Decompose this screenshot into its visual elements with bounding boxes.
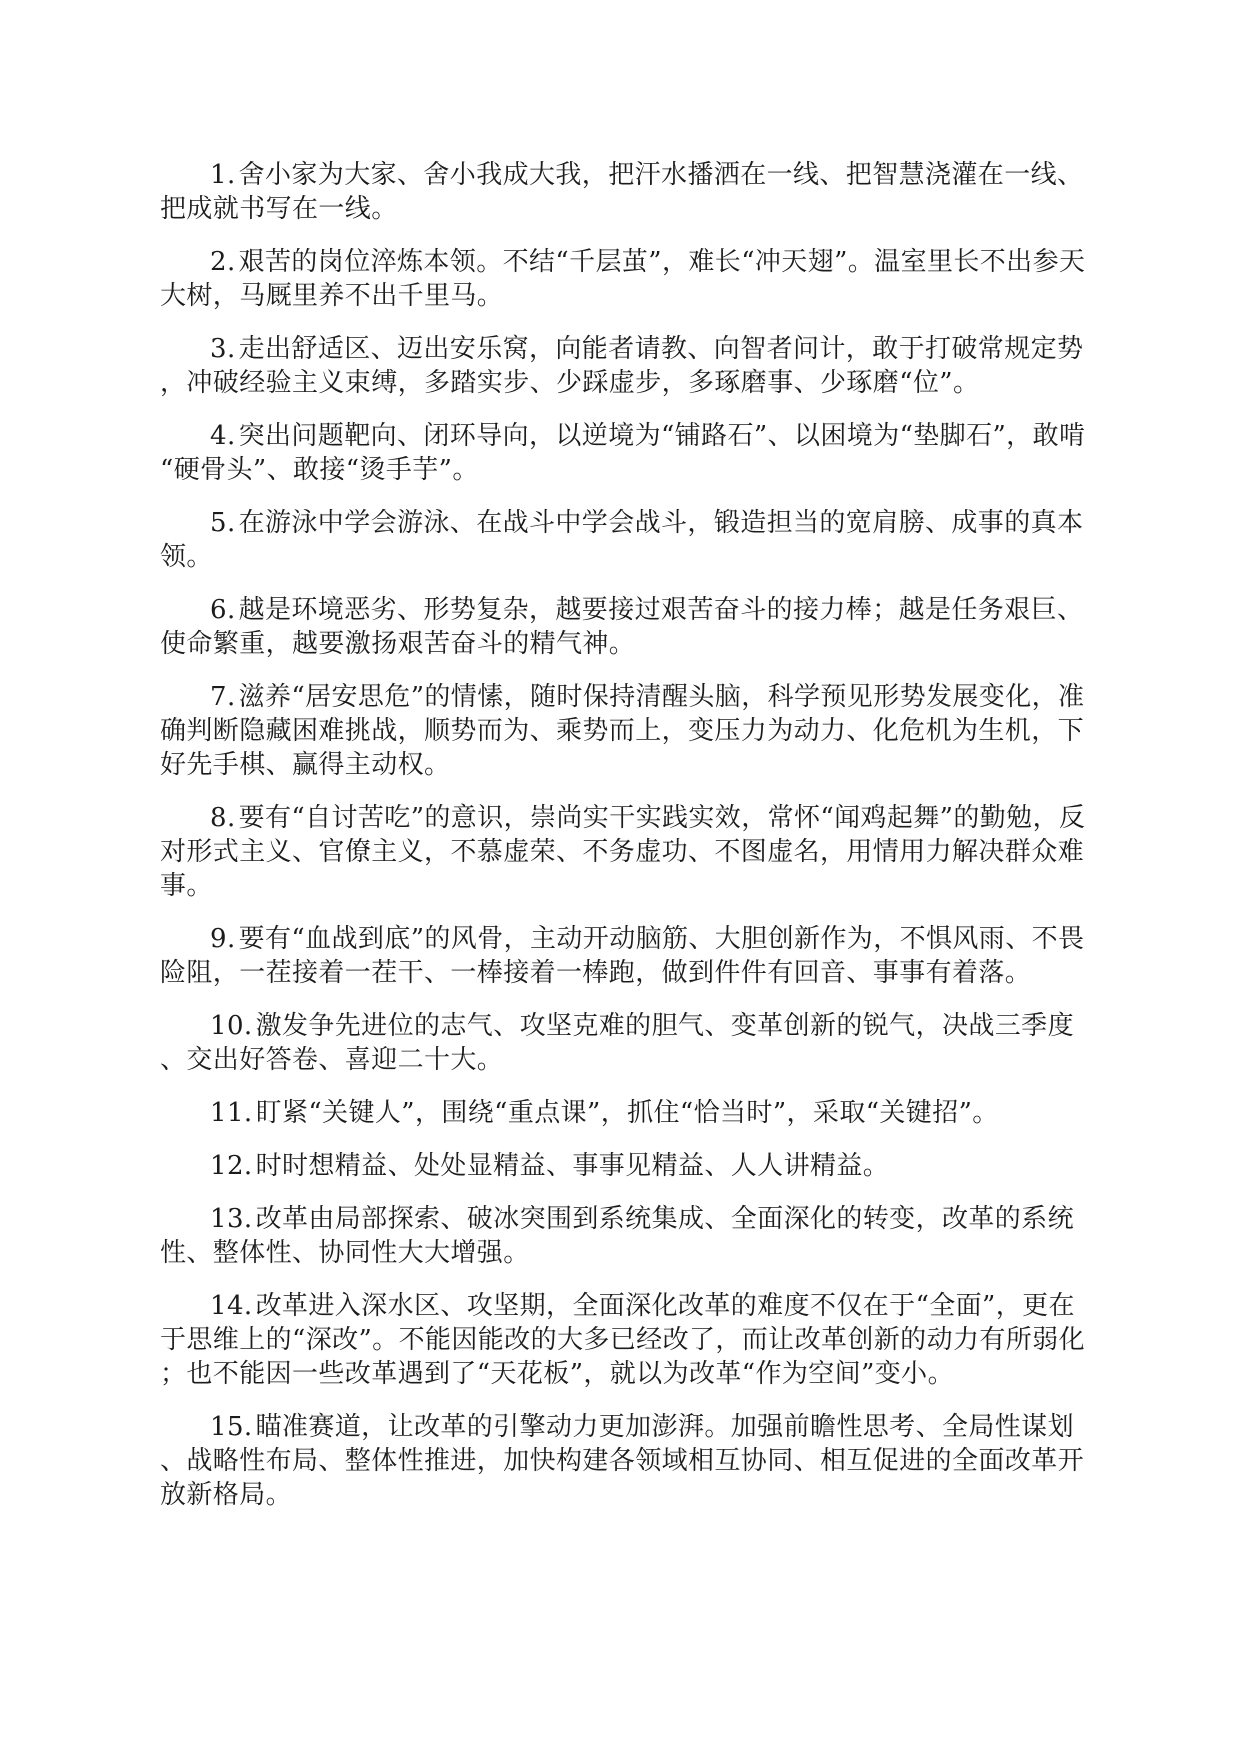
list-item [160,922,1090,990]
item-text: 改革进入深水区、攻坚期，全面深化改革的难度不仅在于“全面”，更在于思维上的“深改”。不能因能改的大多已经改了，而让改革创新的动力有所弱化；也不能因一些改革遇到了“天花板”，就以为改革“作为空间”变小。 [160,1291,1085,1389]
list-item [160,1410,1090,1512]
item-text: 改革由局部探索、破冰突围到系统集成、全面深化的转变，改革的系统性、整体性、协同性大大增强。 [160,1204,1074,1268]
item-number: 1. [210,160,236,190]
list-item [160,680,1090,782]
item-number: 3. [210,334,236,364]
item-number: 6. [210,595,236,625]
item-number: 14. [210,1291,253,1321]
item-number: 4. [210,421,236,451]
item-text: 滋养“居安思危”的情愫，随时保持清醒头脑，科学预见形势发展变化，准确判断隐藏困难挑战，顺势而为、乘势而上，变压力为动力、化危机为生机，下好先手棋、赢得主动权。 [160,682,1085,780]
list-item [160,1289,1090,1391]
list-item [160,1009,1090,1077]
item-number: 10. [210,1011,253,1041]
list-item [160,245,1090,313]
item-text: 突出问题靶向、闭环导向，以逆境为“铺路石”、以困境为“垫脚石”，敢啃“硬骨头”、敢接“烫手芋”。 [160,421,1086,485]
item-text: 要有“自讨苦吃”的意识，崇尚实干实践实效，常怀“闻鸡起舞”的勤勉，反对形式主义、官僚主义，不慕虚荣、不务虚功、不图虚名，用情用力解决群众难事。 [160,803,1086,901]
item-number: 2. [210,247,236,277]
document-body [160,158,1090,1531]
item-text: 舍小家为大家、舍小我成大我，把汗水播洒在一线、把智慧浇灌在一线、把成就书写在一线。 [160,160,1084,224]
list-item [160,1149,1090,1183]
item-number: 8. [210,803,236,833]
item-text: 激发争先进位的志气、攻坚克难的胆气、变革创新的锐气，决战三季度、交出好答卷、喜迎二十大。 [160,1011,1074,1075]
item-number: 11. [210,1098,253,1128]
item-text: 要有“血战到底”的风骨，主动开动脑筋、大胆创新作为，不惧风雨、不畏险阻，一茬接着一茬干、一棒接着一棒跑，做到件件有回音、事事有着落。 [160,924,1085,988]
item-number: 13. [210,1204,253,1234]
list-item [160,1202,1090,1270]
item-text: 瞄准赛道，让改革的引擎动力更加澎湃。加强前瞻性思考、全局性谋划、战略性布局、整体性推进，加快构建各领域相互协同、相互促进的全面改革开放新格局。 [160,1412,1085,1510]
item-text: 时时想精益、处处显精益、事事见精益、人人讲精益。 [255,1151,890,1181]
list-item [160,332,1090,400]
list-item [160,801,1090,903]
item-text: 艰苦的岗位淬炼本领。不结“千层茧”，难长“冲天翅”。温室里长不出参天大树，马厩里养不出千里马。 [160,247,1086,311]
list-item [160,419,1090,487]
item-number: 5. [210,508,236,538]
item-text: 走出舒适区、迈出安乐窝，向能者请教、向智者问计，敢于打破常规定势，冲破经验主义束缚，多踏实步、少踩虚步，多琢磨事、少琢磨“位”。 [160,334,1084,398]
item-text: 在游泳中学会游泳、在战斗中学会战斗，锻造担当的宽肩膀、成事的真本领。 [160,508,1084,572]
list-item [160,506,1090,574]
list-item [160,593,1090,661]
item-number: 12. [210,1151,253,1181]
item-text: 越是环境恶劣、形势复杂，越要接过艰苦奋斗的接力棒；越是任务艰巨、使命繁重，越要激扬艰苦奋斗的精气神。 [160,595,1084,659]
list-item [160,158,1090,226]
item-number: 9. [210,924,236,954]
list-item [160,1096,1090,1130]
item-number: 15. [210,1412,253,1442]
item-number: 7. [210,682,236,712]
item-text: 盯紧“关键人”，围绕“重点课”，抓住“恰当时”，采取“关键招”。 [255,1098,999,1128]
